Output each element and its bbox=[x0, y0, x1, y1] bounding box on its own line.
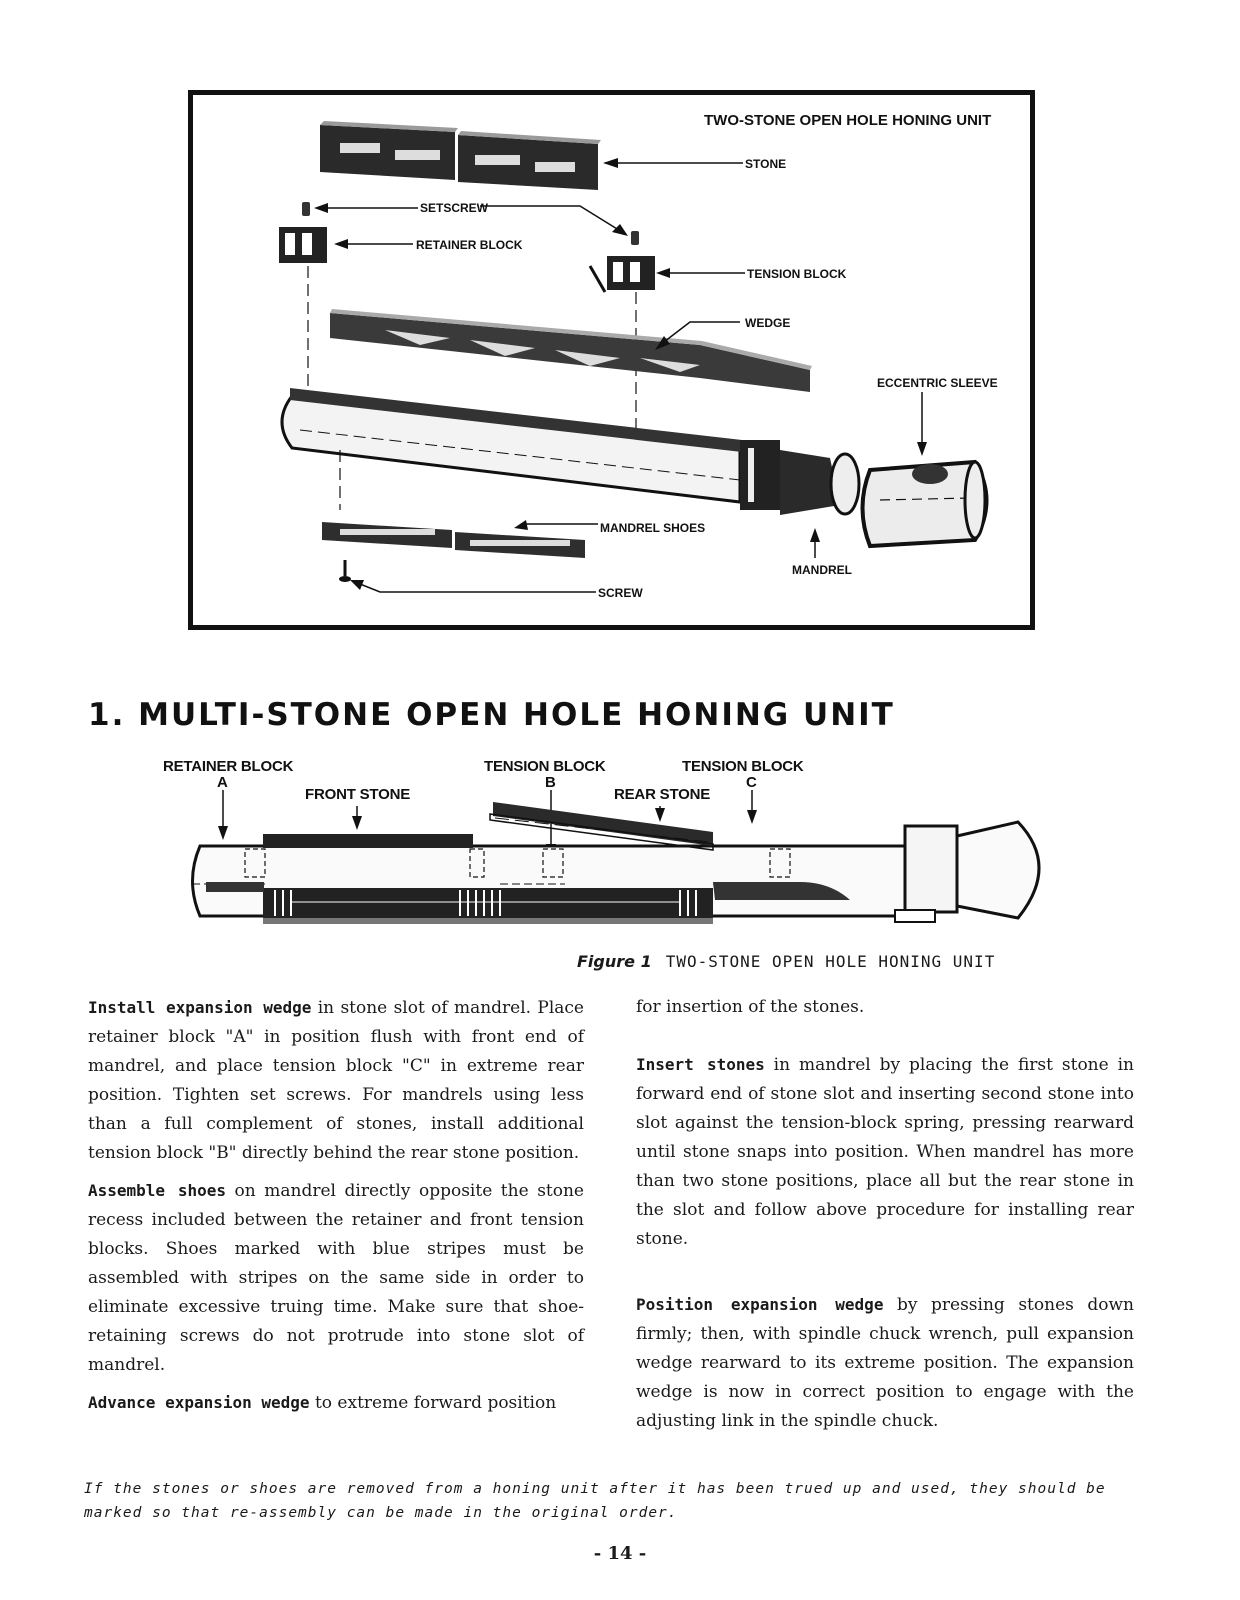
paragraph-install-wedge bbox=[88, 993, 584, 1168]
front-stone bbox=[263, 834, 473, 848]
label-mandrel-shoes: MANDREL SHOES bbox=[600, 521, 706, 535]
page-number: - 14 - bbox=[593, 1543, 647, 1564]
text-position-wedge: by pressing stones down firmly; then, with spindle chuck wrench, pull expansion wedge rearward to its extreme position. The expansion wedge is now in correct position to engage with the adjusting link in the spindle chuck. bbox=[636, 1295, 1135, 1431]
label-front-stone: FRONT STONE bbox=[305, 786, 411, 803]
label-screw: SCREW bbox=[598, 586, 643, 600]
paragraph-advance-wedge bbox=[88, 1388, 584, 1418]
letter-b: B bbox=[545, 774, 556, 791]
paragraph-insert-stones bbox=[636, 1050, 1134, 1254]
section-title: 1. MULTI-STONE OPEN HOLE HONING UNIT bbox=[88, 697, 895, 733]
text-advance-wedge: to extreme forward position bbox=[309, 1393, 557, 1413]
text-column-right bbox=[636, 993, 1134, 1444]
screw-part bbox=[339, 560, 351, 582]
setscrew-left bbox=[302, 202, 310, 216]
label-retainer-block-a: RETAINER BLOCK bbox=[163, 758, 294, 775]
mandrel-shoes-part bbox=[322, 522, 585, 558]
caption-text: TWO-STONE OPEN HOLE HONING UNIT bbox=[665, 952, 996, 971]
figure-caption bbox=[577, 952, 995, 972]
label-rear-stone: REAR STONE bbox=[614, 786, 711, 803]
label-eccentric-sleeve: ECCENTRIC SLEEVE bbox=[877, 376, 998, 390]
eccentric-sleeve-part bbox=[863, 462, 987, 546]
label-mandrel: MANDREL bbox=[792, 563, 852, 577]
lead-assemble-shoes: Assemble shoes bbox=[88, 1181, 226, 1200]
footnote: If the stones or shoes are removed from a honing unit after it has been trued up and used, they should be marked so that re-assembly can be made in the original order. bbox=[84, 1481, 1106, 1521]
lead-advance-wedge: Advance expansion wedge bbox=[88, 1393, 310, 1412]
label-tension-block: TENSION BLOCK bbox=[747, 267, 847, 281]
retainer-block-part bbox=[279, 227, 327, 263]
text-insert-stones: in mandrel by placing the first stone in forward end of stone slot and inserting second stone into slot against the tension-block spring, pressing rearward until stone snaps into position. When mandrel has more than two stone positions, place all but the rear stone in the slot and follow above procedure for installing rear stone. bbox=[636, 1055, 1134, 1249]
figure-title: TWO-STONE OPEN HOLE HONING UNIT bbox=[704, 112, 992, 129]
letter-a: A bbox=[217, 774, 228, 791]
paragraph-assemble-shoes bbox=[88, 1176, 584, 1380]
chuck-end bbox=[957, 822, 1039, 918]
exploded-view-illustration bbox=[0, 0, 1240, 640]
letter-c: C bbox=[746, 774, 757, 791]
setscrew-right bbox=[631, 231, 639, 245]
paragraph-advance-wedge-cont: for insertion of the stones. bbox=[636, 997, 865, 1017]
label-retainer-block: RETAINER BLOCK bbox=[416, 238, 523, 252]
mandrel-part bbox=[282, 388, 859, 515]
label-tension-block-b: TENSION BLOCK bbox=[484, 758, 606, 775]
text-column-left bbox=[88, 993, 584, 1426]
text-assemble-shoes: on mandrel directly opposite the stone recess included between the retainer and front tension blocks. Shoes marked with blue stripes must be assembled with stripes on the same side in order to eliminate excessive truing time. Make sure that shoe-retaining screws do not protrude into stone slot of mandrel. bbox=[88, 1181, 584, 1375]
label-tension-block-c: TENSION BLOCK bbox=[682, 758, 804, 775]
caption-label: Figure 1 bbox=[577, 952, 652, 971]
lead-position-wedge: Position expansion wedge bbox=[636, 1295, 884, 1314]
lead-install-wedge: Install expansion wedge bbox=[88, 998, 312, 1017]
label-setscrew: SETSCREW bbox=[420, 201, 489, 215]
label-wedge: WEDGE bbox=[745, 316, 791, 330]
tension-block-part bbox=[590, 256, 655, 292]
lead-insert-stones: Insert stones bbox=[636, 1055, 765, 1074]
text-install-wedge: in stone slot of mandrel. Place retainer block "A" in position flush with front end of mandrel, and place tension block "C" in extreme rear position. Tighten set screws. For mandrels using less than a full complement of stones, install additional tension block "B" directly behind the rear stone position. bbox=[88, 998, 584, 1163]
assembly-diagram bbox=[0, 750, 1240, 950]
chuck-collar bbox=[905, 826, 957, 912]
label-stone: STONE bbox=[745, 157, 787, 171]
stone-part bbox=[320, 121, 601, 190]
paragraph-position-wedge bbox=[636, 1290, 1134, 1436]
